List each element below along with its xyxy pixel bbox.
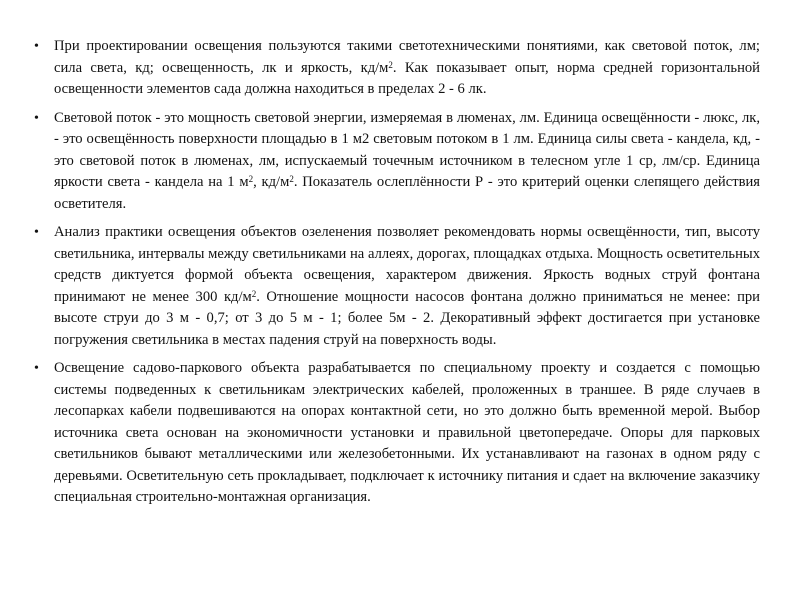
bullet-text: Освещение садово-паркового объекта разрабатывается по специальному проекту и создается с помощью системы подведенных к светильникам электрических кабелей, проложенных в траншее. В ряде случаев в лесопарках кабели подвешиваются на опорах контактной сети, но это должно быть временной мерой. Выбор источника света основан на экономичности установки и правильной цветопередаче. Опоры для парковых светильников бывают металлическими или железобетонными. Их устанавливают на газонах в одном ряду с деревьями. Осветительную сеть прокладывает, подключает к источнику питания и сдает на включение заказчику специальная строительно-монтажная организация. [54,360,760,505]
superscript-exponent: 2 [248,174,254,184]
bullet-list [34,36,760,509]
bullet-item-lighting-analysis [34,222,760,351]
superscript-exponent: 2 [289,174,294,184]
bullet-icon: • [34,225,39,240]
superscript-exponent: 2 [388,59,393,70]
bullet-icon: • [34,39,39,54]
bullet-icon: • [34,110,39,126]
bullet-text: . Показатель ослеплённости Р - это критерий оценки слепящего действия осветителя. [54,174,760,212]
bullet-text: При проектировании освещения пользуются такими светотехническими понятиями, как световой поток, лм; сила света, кд; освещенность, лк и яркость, кд/м [54,38,760,76]
bullet-item-park-lighting-project [34,358,760,509]
bullet-text: Световой поток - это мощность световой энергии, измеряемая в люменах, лм. Единица освещённости - люкс, лк, - это освещённость поверхности площадью в 1 м2 световым потоком в 1 лм. Единица силы света - кандела, кд, - это световой поток в люменах, лм, испускаемый точечным источником в телесном угле 1 ср, лм/ср. Единица яркости света - кандела на 1 м [54,109,760,190]
bullet-text: . Отношение мощности насосов фонтана должно приниматься не менее: при высоте струи до 3 м - 0,7; от 3 до 5 м - 1; более 5м - 2. Декоративный эффект достигается при установке погружения светильника в местах падения струй на поверхность воды. [54,288,760,348]
superscript-exponent: 2 [251,288,257,299]
bullet-item-lighting-concepts [34,36,760,101]
bullet-text: . Как показывает опыт, норма средней горизонтальной освещенности элементов сада должна находиться в пределах 2 - 6 лк. [54,59,760,97]
bullet-text: Анализ практики освещения объектов озеленения позволяет рекомендовать нормы освещённости, тип, высоту светильника, интервалы между светильниками на аллеях, дорогах, площадках отдыха. Мощность осветительных средств диктуется формой объекта освещения, характером движения. Яркость водных струй фонтана принимают не менее 300 кд/м [54,224,760,305]
bullet-icon: • [34,361,39,376]
bullet-item-luminous-flux [34,108,760,216]
bullet-text: , кд/м [253,174,290,190]
